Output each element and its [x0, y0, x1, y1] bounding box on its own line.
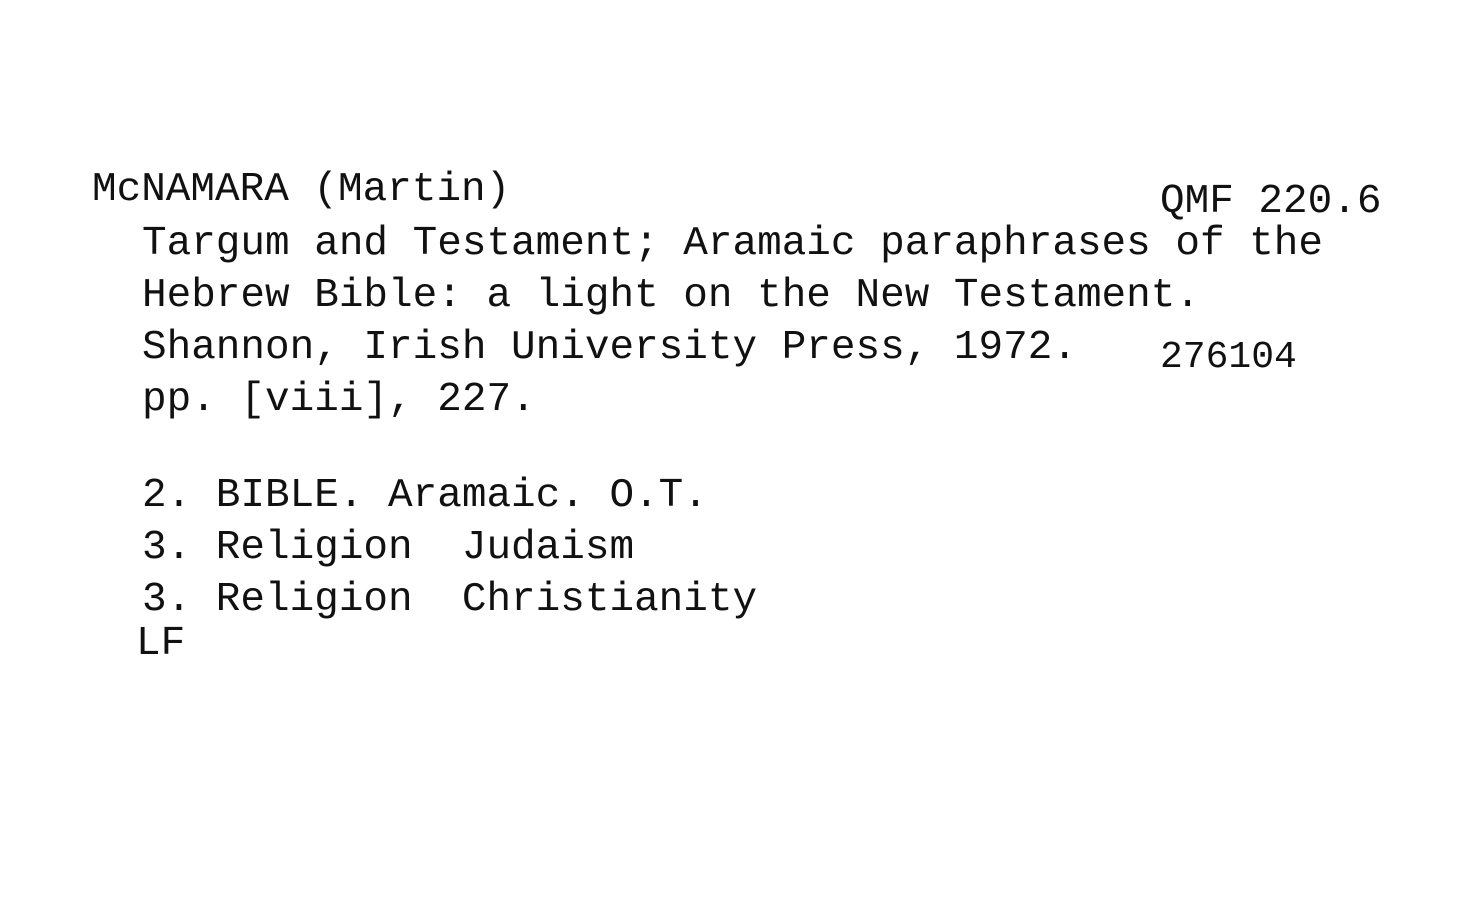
author-heading: McNAMARA (Martin) [92, 167, 511, 213]
subject-entry-2: 3. Religion Judaism [142, 525, 635, 571]
subject-entry-3: 3. Religion Christianity [142, 577, 758, 623]
title-line-1: Targum and Testament; Aramaic paraphrases of the [142, 221, 1323, 267]
imprint: Shannon, Irish University Press, 1972. [142, 325, 1077, 371]
title-line-2: Hebrew Bible: a light on the New Testament. [142, 273, 1200, 319]
subject-entry-1: 2. BIBLE. Aramaic. O.T. [142, 473, 708, 519]
accession-number: 276104 [1160, 336, 1297, 379]
collation: pp. [viii], 227. [142, 377, 536, 423]
cataloguer-initials: LF [136, 621, 186, 667]
call-number: QMF 220.6 [1160, 179, 1382, 225]
